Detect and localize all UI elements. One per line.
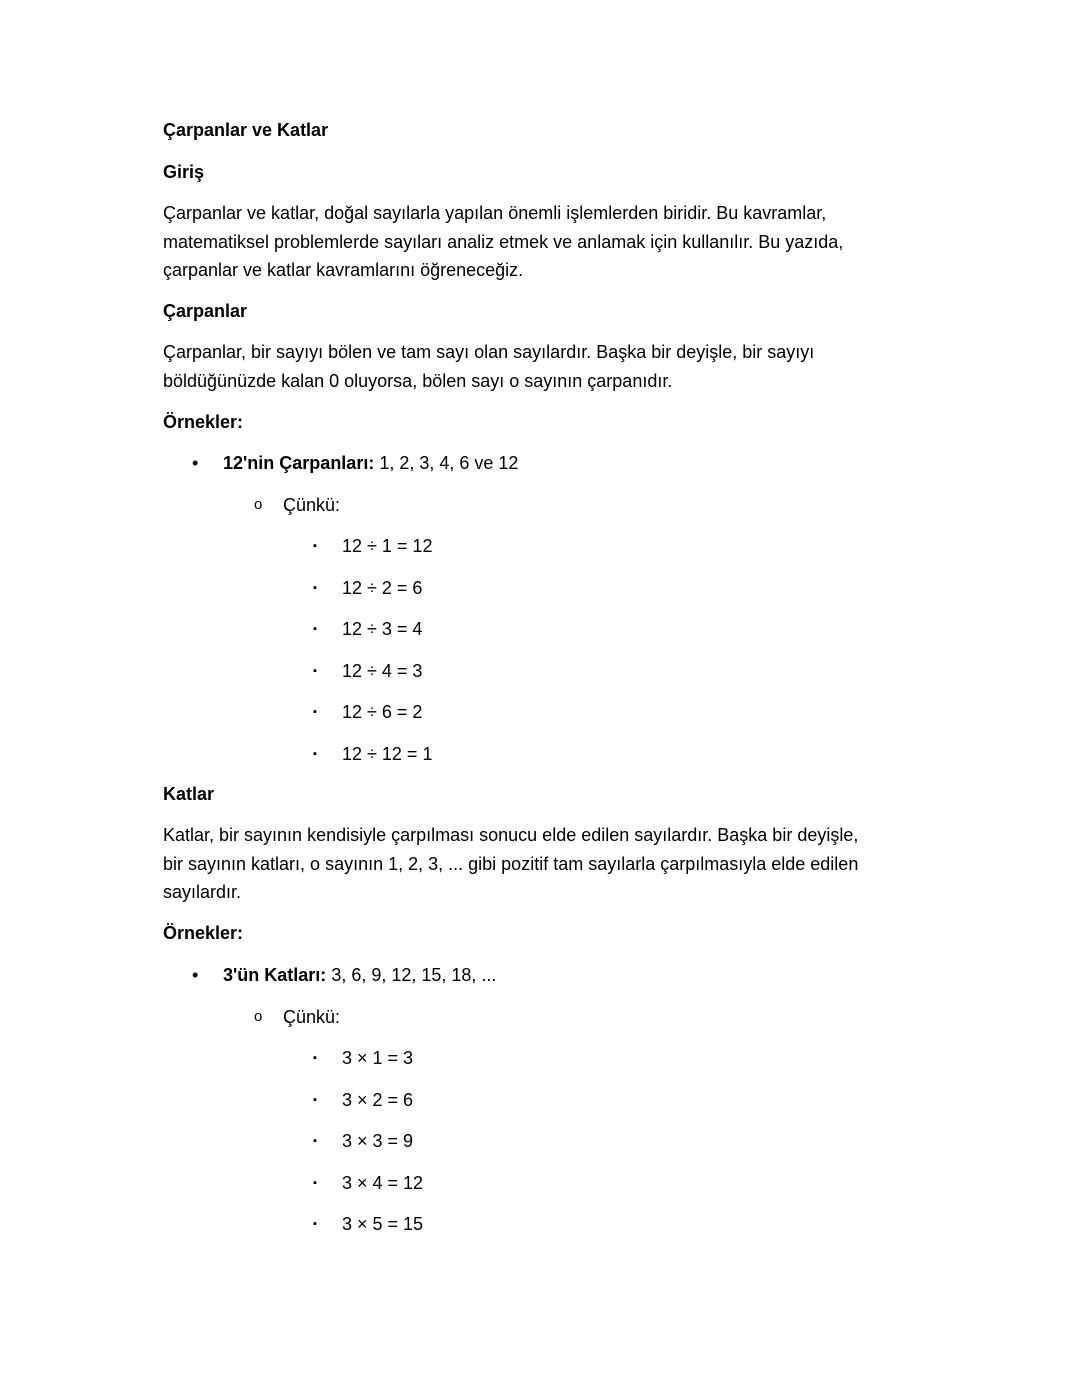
list-item — [163, 740, 923, 768]
bullet-marker: • — [192, 965, 199, 985]
factors-heading: Çarpanlar — [163, 301, 248, 321]
factors-examples-heading: Örnekler: — [163, 412, 244, 432]
square-marker: ▪ — [313, 1176, 317, 1189]
circle-marker: o — [254, 1007, 263, 1025]
list-item — [163, 1003, 923, 1031]
square-marker: ▪ — [313, 706, 317, 718]
because-label: Çünkü: — [283, 494, 341, 515]
multiples-line: sayılardır. — [163, 882, 242, 902]
equation: 12 ÷ 4 = 3 — [342, 660, 423, 681]
list-item — [163, 615, 923, 643]
multiples-paragraph — [163, 821, 923, 907]
equation: 3 × 3 = 9 — [342, 1131, 414, 1151]
multiples-list — [163, 961, 923, 1238]
multiples-line: Katlar, bir sayının kendisiyle çarpılması sonucu elde edilen sayılardır. Başka bir deyişle, — [163, 825, 859, 845]
equation: 3 × 1 = 3 — [342, 1048, 414, 1068]
list-item — [163, 532, 923, 560]
square-marker: ▪ — [313, 540, 317, 552]
square-marker: ▪ — [313, 1052, 317, 1064]
intro-line: Çarpanlar ve katlar, doğal sayılarla yapılan önemli işlemlerden biridir. Bu kavramlar, — [163, 203, 827, 223]
square-marker: ▪ — [313, 1093, 317, 1106]
list-item — [163, 1044, 923, 1072]
equation: 12 ÷ 1 = 12 — [342, 536, 433, 556]
factors-paragraph — [163, 338, 923, 395]
bullet-text — [223, 961, 496, 989]
list-item — [163, 961, 923, 989]
list-item — [163, 1210, 923, 1238]
list-item — [163, 1169, 923, 1197]
square-marker: ▪ — [313, 664, 317, 677]
multiples-examples-heading: Örnekler: — [163, 923, 244, 943]
equation: 3 × 4 = 12 — [342, 1172, 424, 1193]
document-title: Çarpanlar ve Katlar — [163, 120, 329, 140]
equation: 12 ÷ 6 = 2 — [342, 702, 423, 722]
square-marker: ▪ — [313, 1218, 317, 1230]
factors-line: böldüğünüzde kalan 0 oluyorsa, bölen sayı o sayının çarpanıdır. — [163, 370, 673, 391]
square-marker: ▪ — [313, 623, 317, 635]
equation: 12 ÷ 2 = 6 — [342, 577, 423, 598]
equation: 3 × 5 = 15 — [342, 1214, 424, 1234]
intro-heading: Giriş — [163, 162, 205, 182]
list-item — [163, 698, 923, 726]
factors-line: Çarpanlar, bir sayıyı bölen ve tam sayı olan sayılardır. Başka bir deyişle, bir sayıyı — [163, 342, 815, 362]
list-item — [163, 449, 923, 477]
list-item — [163, 491, 923, 519]
multiples-heading: Katlar — [163, 784, 215, 804]
intro-line: çarpanlar ve katlar kavramlarını öğreneceğiz. — [163, 260, 524, 280]
because-label: Çünkü: — [283, 1006, 341, 1027]
factors-list — [163, 449, 923, 768]
list-item — [163, 574, 923, 602]
circle-marker: o — [254, 495, 263, 513]
multiples-line: bir sayının katları, o sayının 1, 2, 3, ... gibi pozitif tam sayılarla çarpılmasıyla elde edilen — [163, 853, 859, 874]
bullet-text — [223, 449, 518, 477]
intro-line: matematiksel problemlerde sayıları analiz etmek ve anlamak için kullanılır. Bu yazıda, — [163, 231, 844, 252]
bullet-marker: • — [192, 453, 199, 473]
square-marker: ▪ — [313, 747, 317, 760]
equation: 12 ÷ 12 = 1 — [342, 743, 433, 764]
square-marker: ▪ — [313, 1135, 317, 1147]
bullet-label: 3'ün Katları: — [223, 965, 327, 985]
equation: 3 × 2 = 6 — [342, 1089, 414, 1110]
list-item — [163, 1127, 923, 1155]
equation: 12 ÷ 3 = 4 — [342, 619, 423, 639]
bullet-value: 1, 2, 3, 4, 6 ve 12 — [374, 453, 519, 473]
square-marker: ▪ — [313, 581, 317, 594]
bullet-value: 3, 6, 9, 12, 15, 18, ... — [326, 965, 497, 985]
list-item — [163, 1086, 923, 1114]
list-item — [163, 657, 923, 685]
intro-paragraph — [163, 199, 923, 285]
bullet-label: 12'nin Çarpanları: — [223, 453, 375, 473]
